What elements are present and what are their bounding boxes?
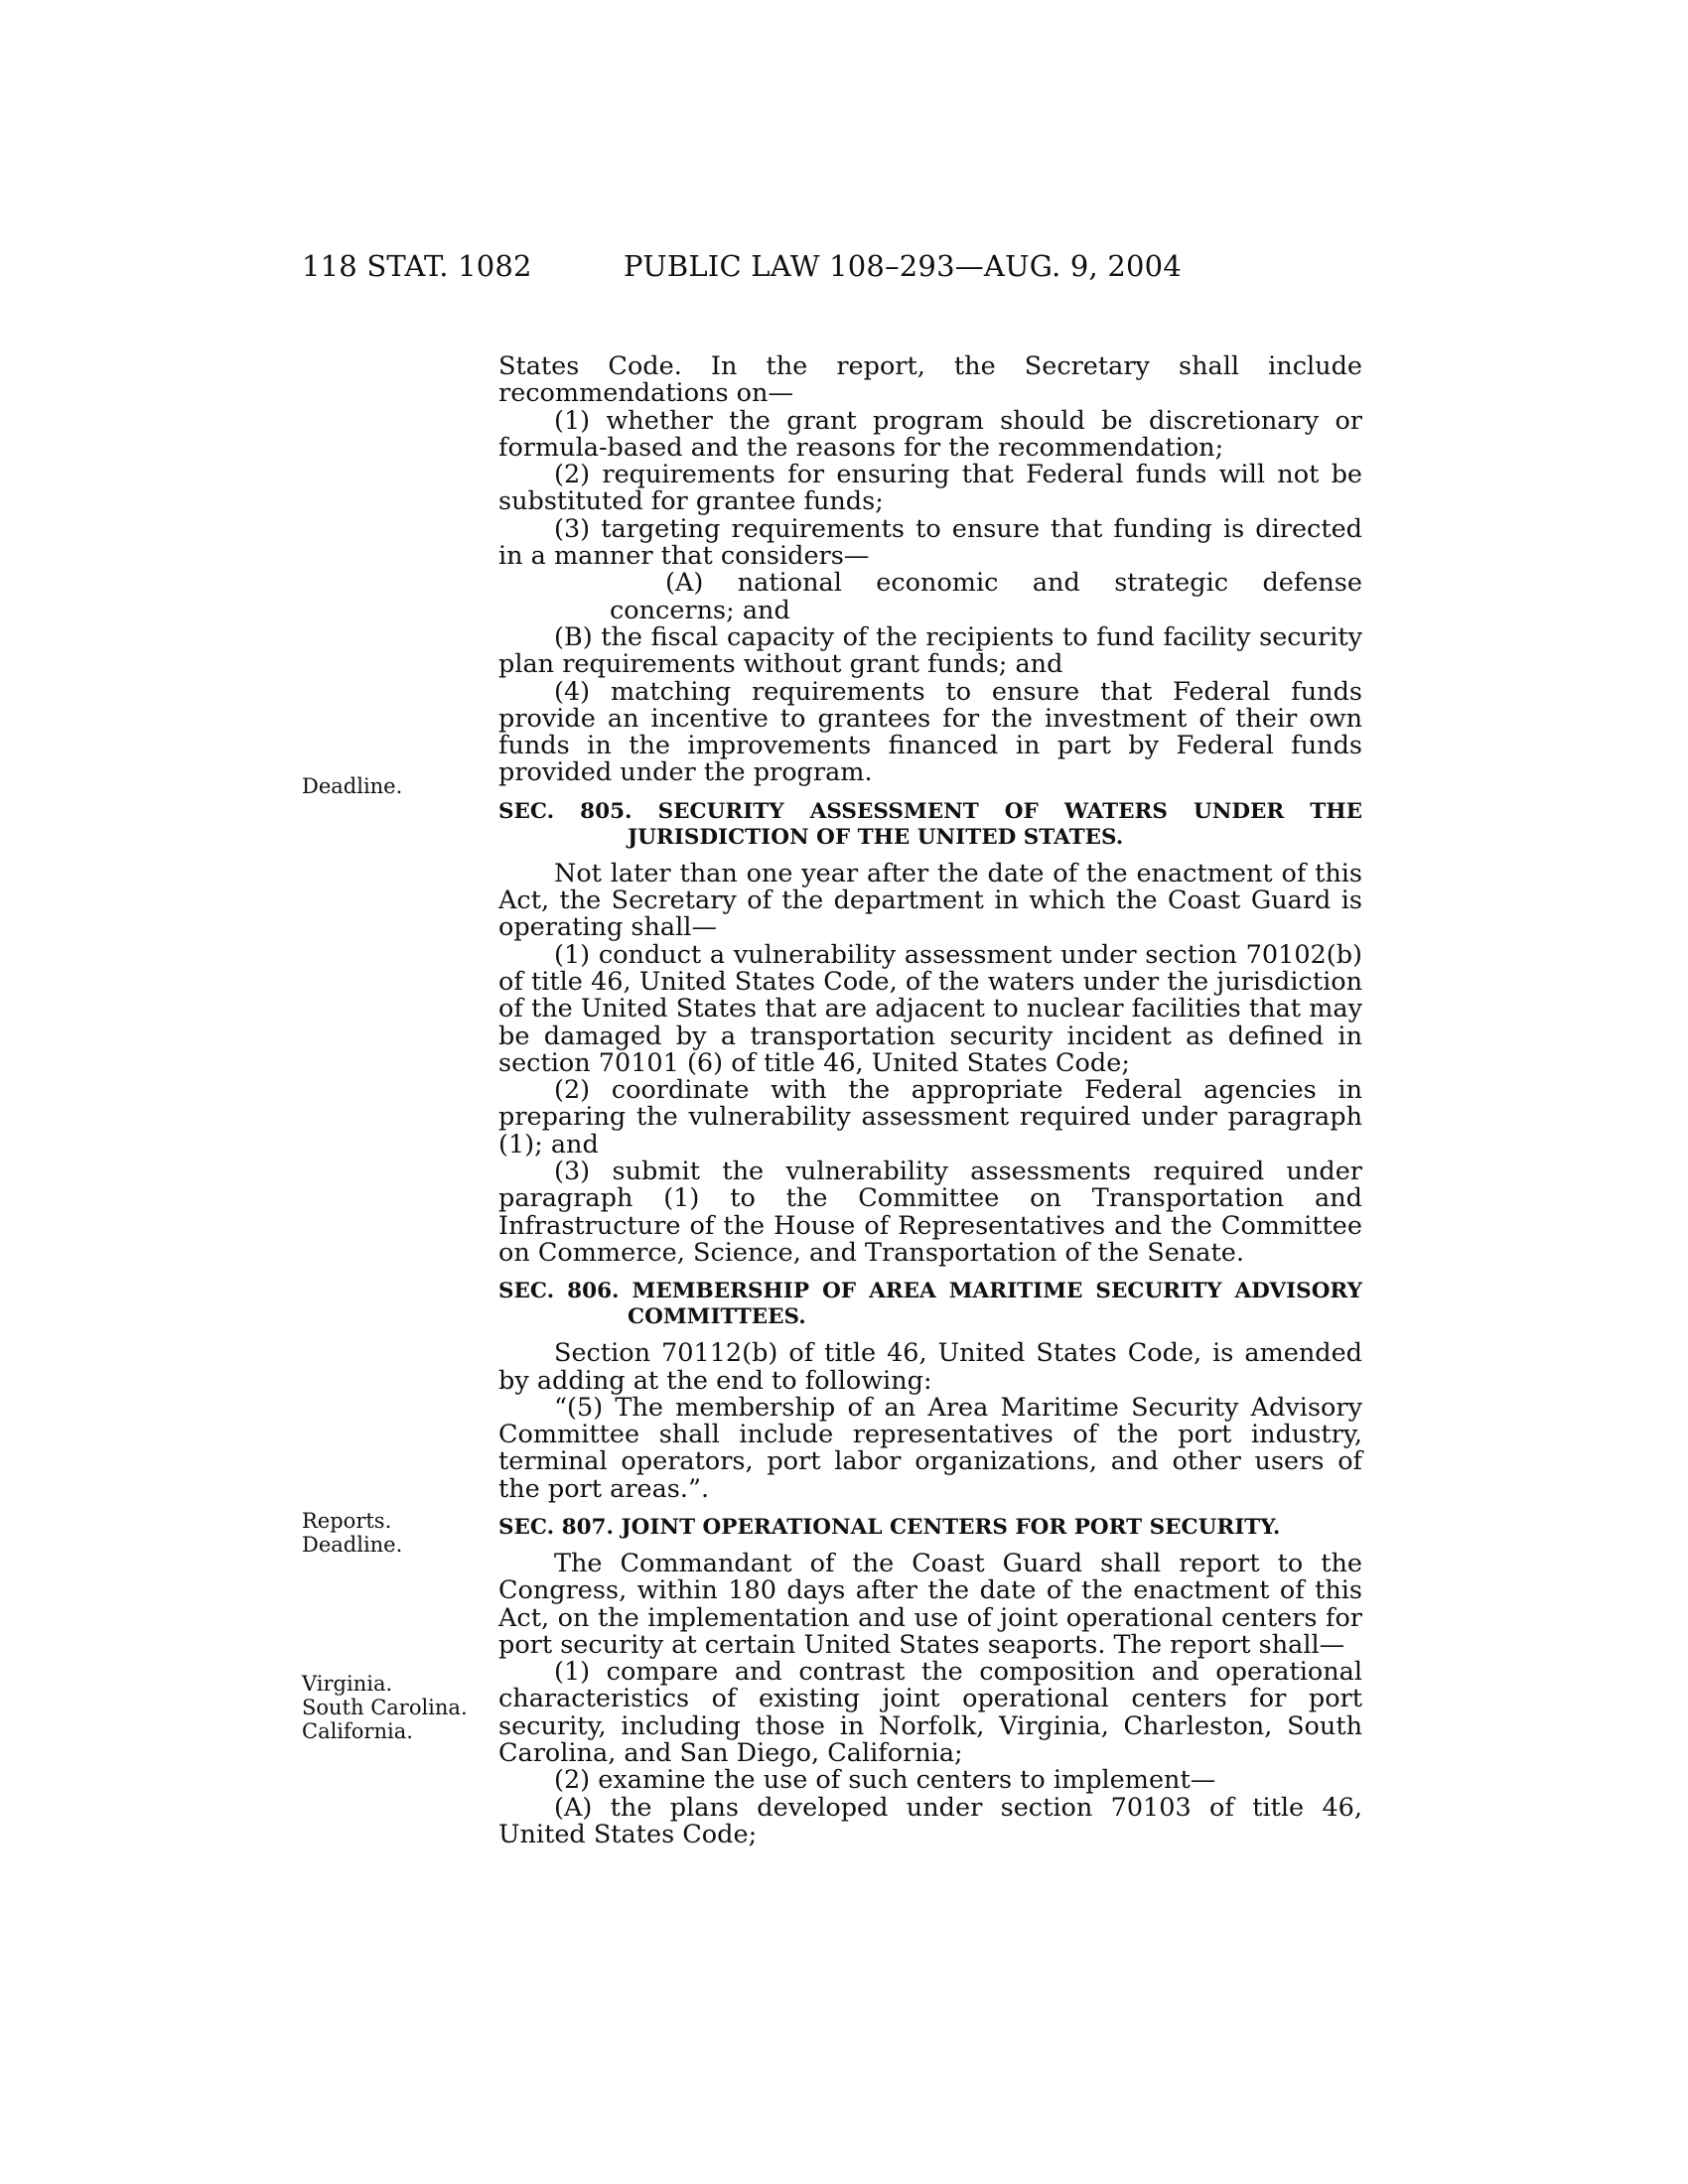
section-806-heading bbox=[498, 1279, 1362, 1330]
body-text bbox=[498, 353, 1362, 1848]
margin-note-reports-807 bbox=[302, 1509, 402, 1557]
margin-note-deadline-805: Deadline. bbox=[302, 774, 403, 798]
section-806-lead: Section 70112(b) of title 46, United States Code, is amended by adding at the end to following: bbox=[498, 1338, 1362, 1396]
section-807-heading-text: SEC. 807. JOINT OPERATIONAL CENTERS FOR PORT SECURITY. bbox=[498, 1514, 1281, 1540]
section-807-item-2a: (A) the plans developed under section 70103 of title 46, United States Code; bbox=[498, 1792, 1362, 1849]
intro-item-3b: (B) the fiscal capacity of the recipients to fund facility security plan requirements without grant funds; and bbox=[498, 621, 1362, 680]
section-805-heading-text: SEC. 805. SECURITY ASSESSMENT OF WATERS UNDER THE JURISDICTION OF THE UNITED STATES. bbox=[498, 798, 1362, 850]
section-805-item-2: (2) coordinate with the appropriate Federal agencies in preparing the vulnerability assessment required under paragraph (1); and bbox=[498, 1075, 1362, 1160]
margin-note-virginia: Virginia. bbox=[302, 1672, 393, 1696]
margin-note-south-carolina: South Carolina. bbox=[302, 1696, 468, 1719]
section-807-item-2: (2) examine the use of such centers to implement— bbox=[554, 1765, 1216, 1796]
section-806-heading-text: SEC. 806. MEMBERSHIP OF AREA MARITIME SECURITY ADVISORY COMMITTEES. bbox=[498, 1279, 1362, 1330]
section-807-lead: The Commandant of the Coast Guard shall report to the Congress, within 180 days after the date of the enactment of this Act, on the implementation and use of joint operational centers for port security at certain United States seaports. The report shall— bbox=[498, 1548, 1362, 1660]
margin-note-deadline: Deadline. bbox=[302, 1533, 403, 1557]
section-805-item-1: (1) conduct a vulnerability assessment under section 70102(b) of title 46, United States Code, of the waters under the jurisdiction of the United States that are adjacent to nuclear facilities that may be damaged by a transportation security incident as defined in section 70101 (6) of title 46, United States Code; bbox=[498, 939, 1362, 1078]
statute-reference: 118 STAT. 1082 bbox=[302, 249, 532, 283]
section-805-lead: Not later than one year after the date of the enactment of this Act, the Secretary of the department in which the Coast Guard is operating shall— bbox=[498, 858, 1362, 943]
intro-item-2: (2) requirements for ensuring that Federal funds will not be substituted for grantee funds; bbox=[498, 460, 1362, 517]
intro-continuation: States Code. In the report, the Secretary shall include recommendations on— bbox=[498, 351, 1362, 409]
margin-note-reports: Reports. bbox=[302, 1509, 392, 1533]
intro-item-1: (1) whether the grant program should be discretionary or formula-based and the reasons for the recommendation; bbox=[498, 405, 1362, 463]
section-807-item-1: (1) compare and contrast the composition and operational characteristics of existing joint operational centers for port security, including those in Norfolk, Virginia, Charleston, South Carolina, and San Diego, California; bbox=[498, 1657, 1362, 1769]
section-807-heading bbox=[498, 1515, 1362, 1541]
section-806-quote: “(5) The membership of an Area Maritime Security Advisory Committee shall include representatives of the port industry, terminal operators, port labor organizations, and other users of the port areas.”. bbox=[498, 1392, 1362, 1504]
page-header-title: PUBLIC LAW 108–293—AUG. 9, 2004 bbox=[624, 249, 1182, 283]
margin-note-states bbox=[302, 1672, 468, 1743]
section-805-item-3: (3) submit the vulnerability assessments required under paragraph (1) to the Committee on Transportation and Infrastructure of the House of Representatives and the Committee on Commerce, Science, and Transportation of the Senate. bbox=[498, 1157, 1362, 1268]
intro-item-3a: (A) national economic and strategic defense concerns; and bbox=[610, 568, 1362, 625]
section-805-heading bbox=[498, 799, 1362, 851]
margin-note-california: California. bbox=[302, 1719, 413, 1743]
intro-item-4: (4) matching requirements to ensure that Federal funds provide an incentive to grantees for the investment of their own funds in the improvements financed in part by Federal funds provided under the program. bbox=[498, 676, 1362, 788]
intro-item-3: (3) targeting requirements to ensure that funding is directed in a manner that considers— bbox=[498, 513, 1362, 572]
